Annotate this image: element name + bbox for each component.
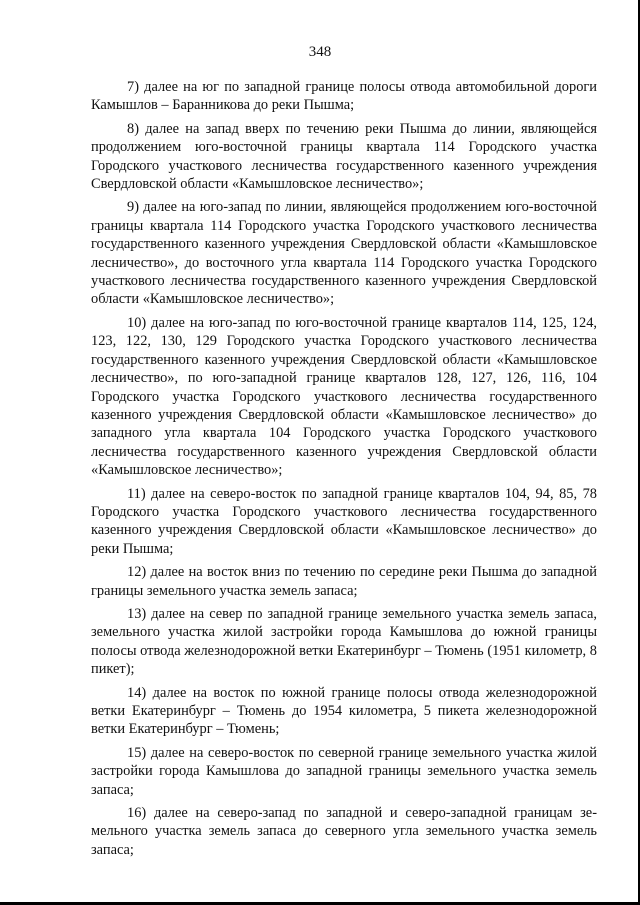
- paragraph-10: 10) далее на юго-запад по юго-восточной границе кварталов 114, 125, 124, 123, 122, 130, 129 Городского участка Городского участкового лесничества государственного казенного учреждения Свердловской области «Камышловское лесничество», по юго-западной границе кварталов 128, 127, 126, 116, 104 Городского участка Городского участкового лесничества государственного казенного учреждения Свердловской области «Камышловское лесничество» до западного угла квартала 104 Городского участка Городского участкового лесничества государственного казенного учреждения Свердловской области «Камышловское лесничество»;: [91, 314, 597, 479]
- paragraph-16: 16) далее на северо-запад по западной и северо-западной границам земельного участка земель запаса до северного угла земельного участка земель запаса;: [91, 805, 597, 858]
- paragraph-7: 7) далее на юг по западной границе полосы отвода автомобильной дороги Камышлов – Баранникова до реки Пышма;: [91, 79, 597, 114]
- paragraph-12: 12) далее на восток вниз по течению по середине реки Пышма до западной границы земельного участка земель запаса;: [91, 564, 597, 599]
- paragraph-11: 11) далее на северо-восток по западной границе кварталов 104, 94, 85, 78 Городского участка Городского участкового лесничества государственного казенного учреждения Свердловской области «Камышловское лесничество» до реки Пышма;: [91, 485, 597, 557]
- paragraph-14: 14) далее на восток по южной границе полосы отвода железнодорожной ветки Екатеринбург – Тюмень до 1954 километра, 5 пикета железнодорожной ветки Екатеринбург – Тюмень;: [91, 684, 597, 738]
- document-body: [91, 78, 597, 864]
- paragraph-8: 8) далее на запад вверх по течению реки Пышма до линии, являющейся продолжением юго-восточной границы квартала 114 Городского участка Городского участкового лесничества государственного казенного учреждения Свердловской области «Камышловское лесничество»;: [91, 120, 597, 193]
- paragraph-13: 13) далее на север по западной границе земельного участка земель запаса, земельного участка жилой застройки города Камышлова до южной границы полосы отвода железнодорожной ветки Екатеринбург – Тюмень (1951 километр, 8 пикет);: [91, 605, 597, 678]
- page-number: 348: [308, 44, 332, 60]
- paragraph-9: 9) далее на юго-запад по линии, являющейся продолжением юго-восточной границы квартала 114 Городского участка Городского участкового лесничества государственного казенного учреждения Свердловской области «Камышловское лесничество», до восточного угла квартала 114 Городского участка Городского участкового лесничества государственного казенного учреждения Свердловской области «Камышловское лесничество»;: [91, 199, 597, 308]
- paragraph-15: 15) далее на северо-восток по северной границе земельного участка жилой застройки города Камышлова до западной границы земельного участка земель запаса;: [91, 744, 597, 798]
